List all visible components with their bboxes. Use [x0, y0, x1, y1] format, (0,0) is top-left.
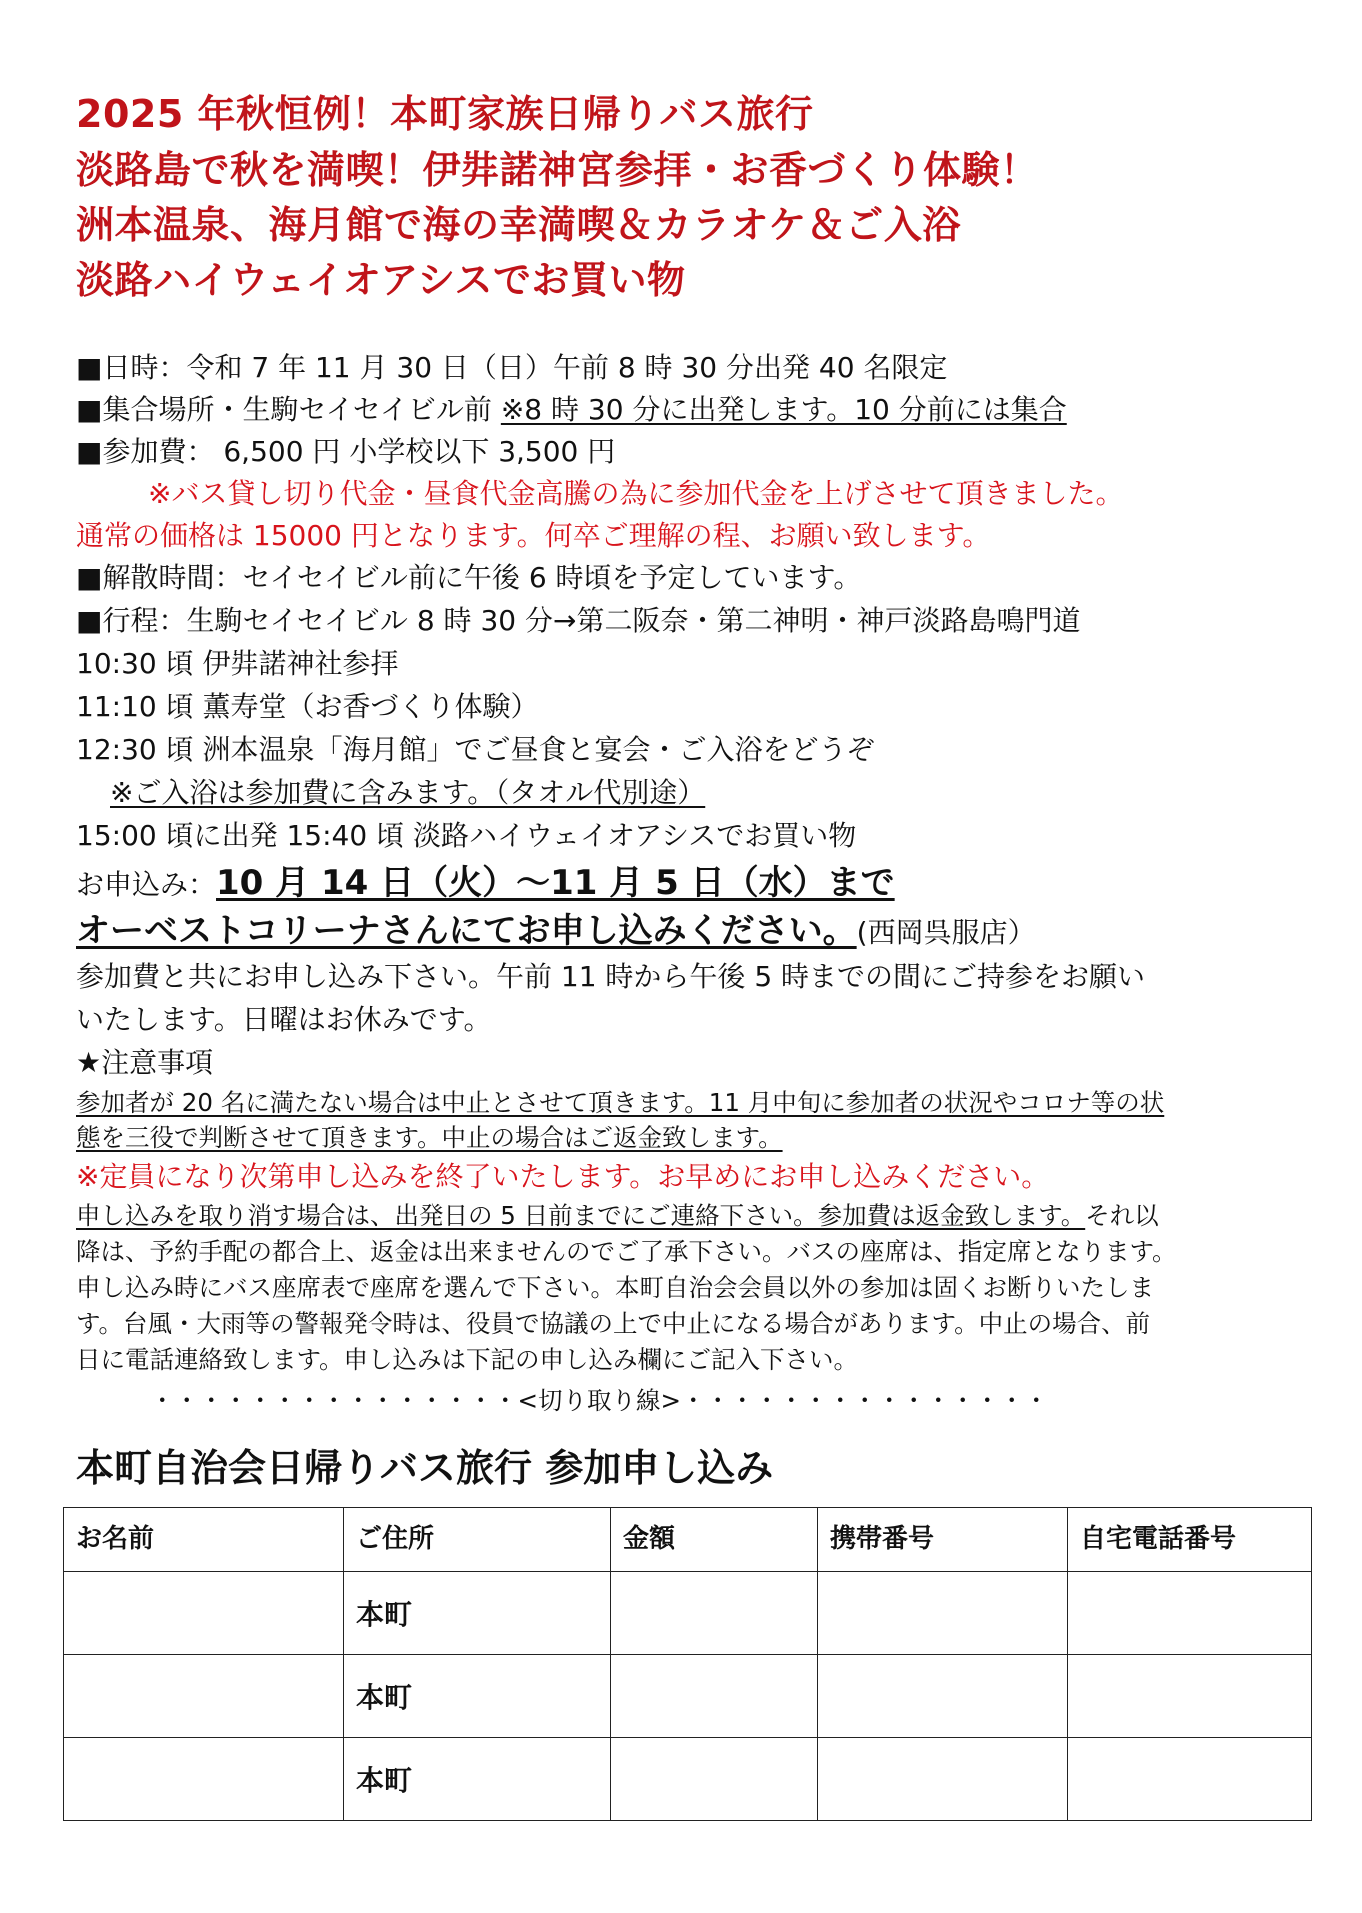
fee-note-1: ※バス貸し切り代金・昼食代金高騰の為に参加代金を上げさせて頂きました。	[148, 477, 1124, 510]
notes-paragraph-5: 日に電話連絡致します。申し込みは下記の申し込み欄にご記入下さい。	[76, 1345, 859, 1374]
header-amount: 金額	[611, 1508, 818, 1572]
notes-paragraph-1	[76, 1197, 1159, 1232]
bath-note: ※ご入浴は参加費に含みます。（タオル代別途）	[110, 776, 706, 809]
mobile-cell[interactable]	[818, 1655, 1068, 1738]
itinerary-line: ■行程：生駒セイセイビル 8 時 30 分→第二阪奈・第二神明・神戸淡路島鳴門道	[76, 604, 1081, 637]
home-phone-cell[interactable]	[1068, 1572, 1312, 1655]
mobile-cell[interactable]	[818, 1738, 1068, 1821]
notes-p1-rest: それ以	[1085, 1201, 1159, 1230]
name-cell[interactable]	[64, 1655, 344, 1738]
application-period: 10 月 14 日（火）～11 月 5 日（水）まで	[216, 863, 895, 903]
schedule-item: 10:30 頃 伊弉諾神社参拝	[76, 647, 399, 680]
name-cell[interactable]	[64, 1572, 344, 1655]
application-detail-1: 参加費と共にお申し込み下さい。午前 11 時から午後 5 時までの間にご持参をお願い	[76, 960, 1146, 993]
amount-cell[interactable]	[611, 1738, 818, 1821]
notes-cancel-2: 態を三役で判断させて頂きます。中止の場合はご返金致します。	[76, 1123, 783, 1152]
application-where-line	[76, 903, 1036, 952]
notes-cancel-1: 参加者が 20 名に満たない場合は中止とさせて頂きます。11 月中旬に参加者の状況やコロナ等の状	[76, 1088, 1165, 1117]
meeting-line	[76, 388, 1067, 428]
notes-paragraph-3: 申し込み時にバス座席表で座席を選んで下さい。本町自治会会員以外の参加は固くお断りいたしま	[76, 1273, 1154, 1302]
notes-heading: ★注意事項	[76, 1046, 214, 1079]
address-cell[interactable]: 本町	[344, 1655, 611, 1738]
application-where: オーベストコリーナさんにてお申し込みください。	[76, 911, 857, 951]
header-address: ご住所	[344, 1508, 611, 1572]
schedule-item: 11:10 頃 薫寿堂（お香づくり体験）	[76, 690, 539, 723]
notes-p1-underlined: 申し込みを取り消す場合は、出発日の 5 日前までにご連絡下さい。参加費は返金致します。	[76, 1201, 1086, 1230]
application-period-line	[76, 855, 895, 904]
header-name: お名前	[64, 1508, 344, 1572]
title-line-2: 淡路島で秋を満喫！伊弉諾神宮参拝・お香づくり体験！	[76, 148, 1039, 192]
form-row	[64, 1572, 1312, 1655]
fee-note-2: 通常の価格は 15000 円となります。何卒ご理解の程、お願い致します。	[76, 519, 991, 552]
form-row	[64, 1738, 1312, 1821]
departure-line: 15:00 頃に出発 15:40 頃 淡路ハイウェイオアシスでお買い物	[76, 819, 857, 852]
header-mobile: 携帯番号	[818, 1508, 1068, 1572]
name-cell[interactable]	[64, 1738, 344, 1821]
datetime-line: ■日時：令和 7 年 11 月 30 日（日）午前 8 時 30 分出発 40 名限定	[76, 351, 948, 384]
amount-cell[interactable]	[611, 1572, 818, 1655]
application-where-paren: (西岡呉服店）	[856, 916, 1036, 949]
application-detail-2: いたします。日曜はお休みです。	[76, 1003, 492, 1036]
home-phone-cell[interactable]	[1068, 1738, 1312, 1821]
form-row	[64, 1655, 1312, 1738]
application-form-table	[63, 1507, 1312, 1821]
fee-line: ■参加費： 6,500 円 小学校以下 3,500 円	[76, 435, 616, 468]
application-label: お申込み：	[76, 868, 217, 901]
meeting-place: ■集合場所・生駒セイセイビル前	[76, 393, 501, 426]
notes-paragraph-4: す。台風・大雨等の警報発令時は、役員で協議の上で中止になる場合があります。中止の場合、前	[76, 1309, 1151, 1338]
cut-line: ・・・・・・・・・・・・・・・<切り取り線>・・・・・・・・・・・・・・・	[150, 1386, 1049, 1415]
form-title: 本町自治会日帰りバス旅行 参加申し込み	[76, 1446, 774, 1490]
dismissal-line: ■解散時間：セイセイビル前に午後 6 時頃を予定しています。	[76, 561, 862, 594]
notes-paragraph-2: 降は、予約手配の都合上、返金は出来ませんのでご了承下さい。バスの座席は、指定席となります。	[76, 1237, 1177, 1266]
form-header-row	[64, 1508, 1312, 1572]
home-phone-cell[interactable]	[1068, 1655, 1312, 1738]
address-cell[interactable]: 本町	[344, 1738, 611, 1821]
notes-full: ※定員になり次第申し込みを終了いたします。お早めにお申し込みください。	[76, 1160, 1050, 1193]
header-home-phone: 自宅電話番号	[1068, 1508, 1312, 1572]
title-line-3: 洲本温泉、海月館で海の幸満喫＆カラオケ＆ご入浴	[76, 203, 961, 247]
meeting-note: ※8 時 30 分に出発します。10 分前には集合	[500, 393, 1067, 426]
title-line-4: 淡路ハイウェイオアシスでお買い物	[76, 258, 686, 302]
title-line-1: 2025 年秋恒例！本町家族日帰りバス旅行	[76, 92, 814, 136]
address-cell[interactable]: 本町	[344, 1572, 611, 1655]
amount-cell[interactable]	[611, 1655, 818, 1738]
mobile-cell[interactable]	[818, 1572, 1068, 1655]
schedule-item: 12:30 頃 洲本温泉「海月館」でご昼食と宴会・ご入浴をどうぞ	[76, 733, 875, 766]
